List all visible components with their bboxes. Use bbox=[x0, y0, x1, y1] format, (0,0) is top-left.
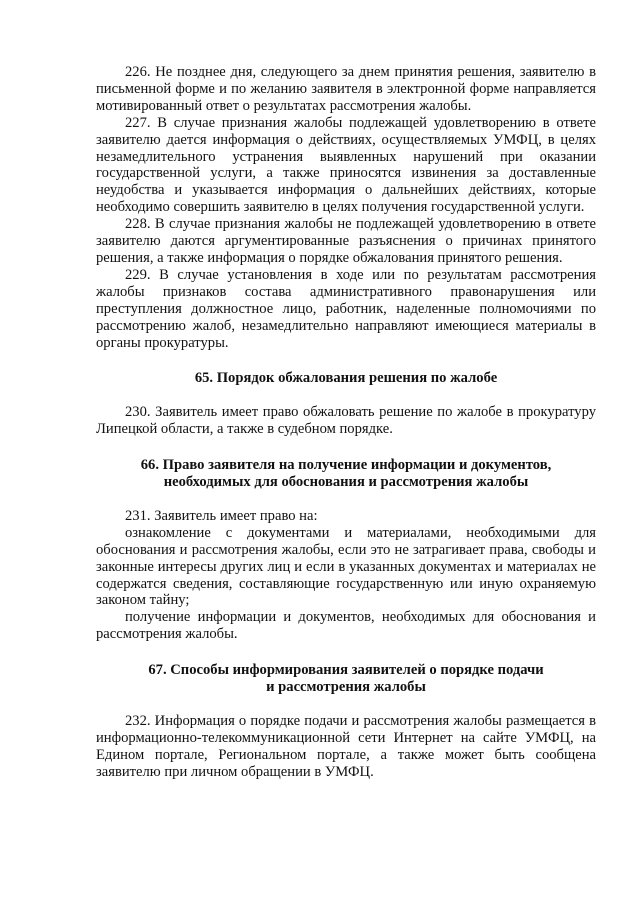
paragraph-230: 230. Заявитель имеет право обжаловать решение по жалобе в прокуратуру Липецкой области, а также в судебном порядке. bbox=[96, 404, 596, 438]
paragraph-231: 231. Заявитель имеет право на: bbox=[125, 507, 318, 524]
paragraph-227: 227. В случае признания жалобы подлежащей удовлетворению в ответе заявителю дается информация о действиях, осуществляемых УМФЦ, в целях незамедлительного устранения выявленных нарушений при оказании государственной услуги, а также приносятся извинения за доставленные неудобства и указывается информация о дальнейших действиях, которые необходимо совершить заявителю в целях получения государственной услуги. bbox=[96, 114, 596, 216]
paragraph-231-item-2: получение информации и документов, необходимых для обоснования и рассмотрения жалобы. bbox=[96, 609, 596, 643]
document-page bbox=[96, 64, 596, 781]
section-67-heading-line1: 67. Способы информирования заявителей о порядке подачи bbox=[148, 662, 544, 679]
paragraph-229: 229. В случае установления в ходе или по результатам рассмотрения жалобы признаков состава административного правонарушения или преступления должностное лицо, работник, наделенные полномочиями по рассмотрению жалоб, незамедлительно направляют имеющиеся материалы в органы прокуратуры. bbox=[96, 266, 596, 351]
paragraph-232: 232. Информация о порядке подачи и рассмотрения жалобы размещается в информационно-телекоммуникационной сети Интернет на сайте УМФЦ, на Едином портале, Региональном портале, а также может быть сообщена заявителю при личном обращении в УМФЦ. bbox=[96, 713, 596, 780]
paragraph-228: 228. В случае признания жалобы не подлежащей удовлетворению в ответе заявителю даются аргументированные разъяснения о причинах принятого решения, а также информация о порядке обжалования принятого решения. bbox=[96, 216, 596, 266]
paragraph-231-item-1: ознакомление с документами и материалами, необходимыми для обоснования и рассмотрения жалобы, если это не затрагивает права, свободы и законные интересы других лиц и если в указанных документах и материалах не содержатся сведения, составляющие государственную или иную охраняемую законом тайну; bbox=[96, 524, 596, 609]
section-66-heading bbox=[96, 457, 596, 491]
section-66-heading-line2: необходимых для обоснования и рассмотрения жалобы bbox=[163, 474, 529, 491]
section-65-heading: 65. Порядок обжалования решения по жалобе bbox=[194, 370, 498, 387]
paragraph-226: 226. Не позднее дня, следующего за днем принятия решения, заявителю в письменной форме и по желанию заявителя в электронной форме направляется мотивированный ответ о результатах рассмотрения жалобы. bbox=[96, 64, 596, 114]
section-67-heading-line2: и рассмотрения жалобы bbox=[266, 679, 426, 696]
section-67-heading bbox=[96, 662, 596, 696]
section-66-heading-line1: 66. Право заявителя на получение информации и документов, bbox=[140, 457, 552, 474]
